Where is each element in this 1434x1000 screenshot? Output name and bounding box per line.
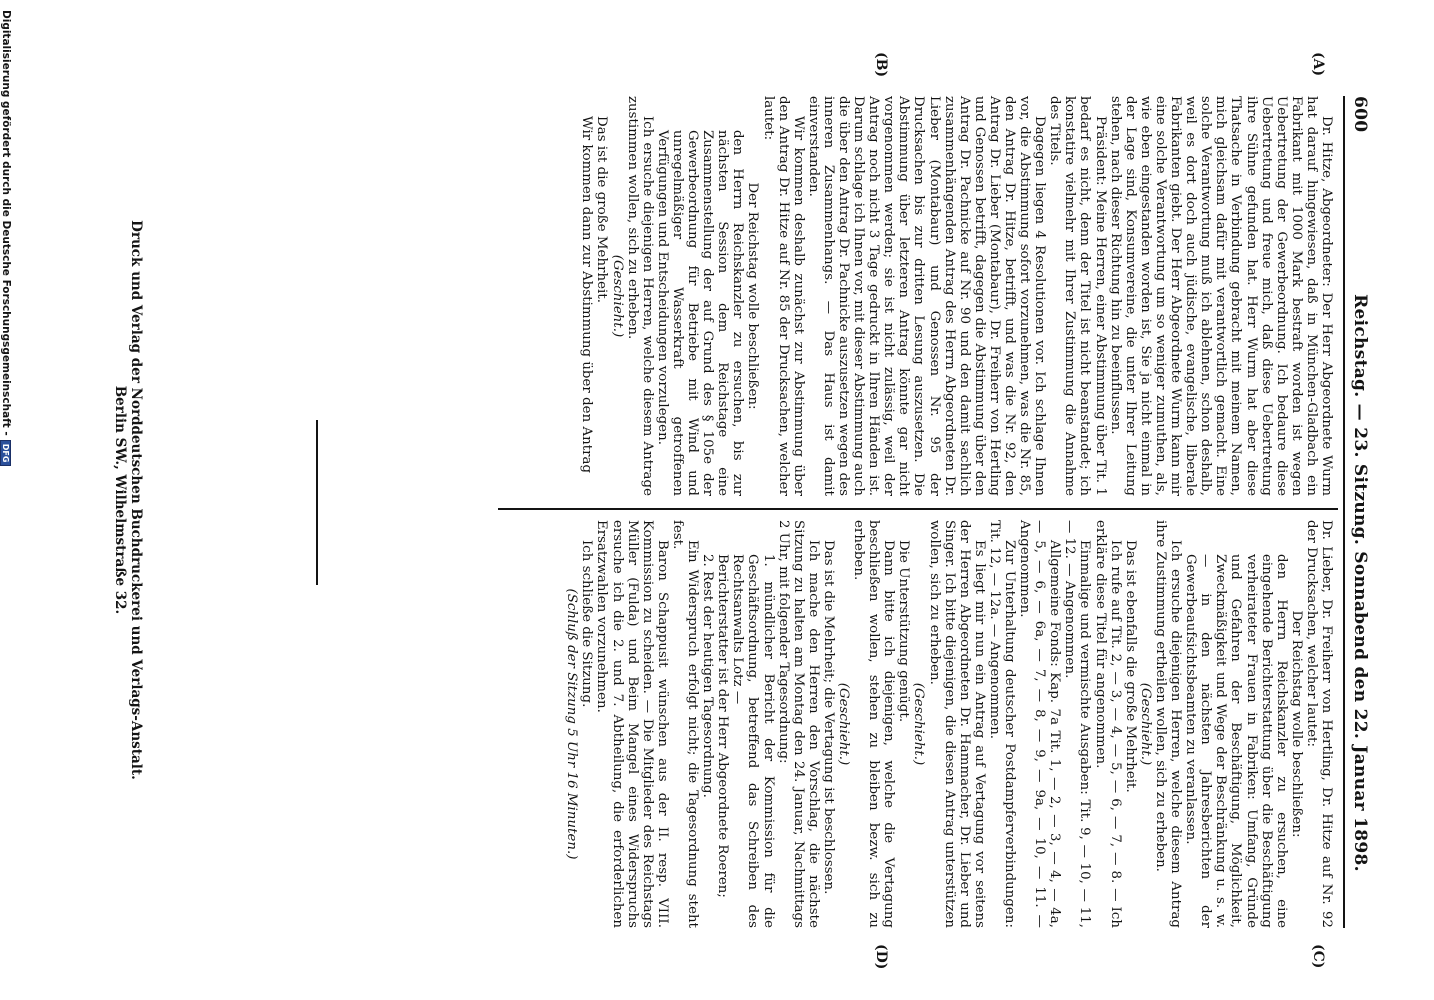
margin-mark-b: (B): [873, 52, 889, 78]
right-paragraph: Ich rufe auf Tit. 2, — 3, — 4, — 5, — 6, — 7, — 8. — Ich erkläre diese Titel für angenommen.: [1092, 520, 1123, 928]
left-paragraph: Wir kommen deshalb zunächst zur Abstimmung über den Antrag Dr. Hitze auf Nr. 85 der Drucksachen, welcher lautet:: [760, 96, 806, 496]
imprint-line2: Berlin SW., Wilhelmstraße 32.: [112, 385, 128, 615]
left-paragraph: Wir kommen dann zur Abstimmung über den Antrag: [579, 116, 595, 474]
right-paragraph: Zur Unterhaltung deutscher Postdampferverbindungen: Tit. 12, — 12a. — Angenommen.: [986, 520, 1018, 928]
running-title: Reichstag. — 23. Sitzung. Sonnabend den 22. Januar 1898.: [1350, 294, 1370, 872]
imprint: [112, 190, 144, 810]
right-paragraph: Der Reichstag wolle beschließen:: [1288, 610, 1304, 838]
right-paragraph: Ich mache den Herren den Vorschlag, die nächste Sitzung zu halten am Montag den 24. Januar, Nachmittags 2 Uhr, mit folgender Tagesordnung:: [775, 520, 821, 928]
left-paragraph: (Geschieht.): [609, 254, 625, 338]
right-paragraph: Dr. Lieber, Dr. Freiherr von Hertling, Dr. Hitze auf Nr. 92 der Drucksachen, welcher lautet:: [1303, 520, 1334, 928]
right-paragraph: 1. mündlicher Bericht der Kommission für die Geschäftsordnung, betreffend das Schreiben des Rechtsanwalts Lotz —: [730, 554, 776, 928]
right-paragraph: Einmalige und vermischte Ausgaben: Tit. 9, — 10, — 11, — 12. — Angenommen.: [1062, 520, 1093, 928]
digitization-note: [0, 10, 12, 466]
margin-mark-a: (A): [1310, 52, 1326, 77]
left-paragraph: Das ist die große Mehrheit.: [594, 116, 610, 304]
column-divider: [498, 508, 1338, 510]
header-rule: [1343, 96, 1345, 928]
right-paragraph: Baron Schappusit wünschen aus der II. resp. VIII. Kommission zu scheiden. — Die Mitglieder des Reichstags Müller (Fulda) und Beim Mangel eines Widerspruchs ersuche ich die 2. und 7. Abtheilung, die erforderlichen Ersatzwahlen vorzunehmen.: [594, 520, 670, 928]
left-paragraph: Präsident: Meine Herren, einer Abstimmung über Tit. 1 bedarf es nicht, denn der Titel ist nicht beanstandet; ich konstatire vielmehr mit Ihrer Zustimmung die Annahme des Titels.: [1047, 96, 1108, 496]
left-paragraph: Der Reichstag wolle beschließen:: [745, 182, 761, 410]
right-paragraph: Die Unterstützung genügt.: [896, 540, 912, 723]
left-paragraph: Ich ersuche diejenigen Herren, welche diesem Antrage zustimmen wollen, sich zu erheben.: [624, 96, 655, 496]
margin-mark-d: (D): [873, 944, 889, 970]
right-paragraph: (Geschieht.): [1137, 682, 1153, 766]
dfg-logo: DFG: [0, 440, 11, 467]
left-paragraph: Dagegen liegen 4 Resolutionen vor. Ich schlage Ihnen vor, die Abstimmung sofort vorzunehmen, was die Nr. 85, den Antrag Dr. Hitze, betrifft, und was die Nr. 92, den Antrag Dr. Lieber (Montabaur), Dr. Freiherr von Hertling und Genossen betrifft, dagegen die Abstimmung über den Antrag Dr. Pachnicke auf Nr. 90 und den damit sachlich zusammenhängenden Antrag des Herrn Abgeordneten Dr. Lieber (Montabaur) und Genossen Nr. 95 der Drucksachen bis zur dritten Lesung auszusetzen. Die Abstimmung über letzteren Antrag könnte gar nicht vorgenommen werden; sie ist nicht zulässig, weil der Antrag noch nicht 3 Tage gedruckt in Ihren Händen ist. Darum schlage ich Ihnen vor, mit dieser Abstimmung auch die über den Antrag Dr. Pachnicke auszusetzen wegen des inneren Zusammenhangs. — Das Haus ist damit einverstanden.: [805, 96, 1048, 496]
end-rule: [316, 420, 318, 585]
right-paragraph: (Schluß der Sitzung 5 Uhr 16 Minuten.): [564, 588, 580, 860]
right-paragraph: Ich schließe die Sitzung.: [579, 540, 595, 708]
page-number: 600: [1350, 96, 1370, 133]
left-paragraph: den Herrn Reichskanzler zu ersuchen, bis zur nächsten Session dem Reichstage eine Zusammenstellung der auf Grund des § 105e der Gewerbeordnung für Betriebe mit Wind und unregelmäßiger Wasserkraft getroffenen Verfügungen und Entscheidungen vorzulegen.: [654, 130, 746, 496]
right-paragraph: Ich ersuche diejenigen Herren, welche diesem Antrag ihre Zustimmung ertheilen wollen, sich zu erheben.: [1152, 520, 1184, 928]
right-paragraph: Das ist ebenfalls die große Mehrheit.: [1122, 540, 1138, 793]
margin-mark-c: (C): [1310, 944, 1326, 969]
right-column: [564, 520, 1334, 928]
right-paragraph: Berichterstatter ist der Herr Abgeordnete Roeren;: [715, 554, 731, 898]
left-column: [579, 96, 1334, 496]
digitization-text: Digitalisierung gefördert durch die Deutsche Forschungsgemeinschaft -: [0, 10, 12, 436]
right-paragraph: 2. Rest der heutigen Tagesordnung.: [700, 554, 716, 798]
right-paragraph: Allgemeine Fonds: Kap. 7a Tit. 1, — 2, — 3, — 4, — 4a, — 5, — 6, — 6a, — 7, — 8, — 9, — 9a, — 10, — 11. — Angenommen.: [1017, 520, 1063, 928]
right-paragraph: (Geschieht.): [836, 682, 851, 766]
right-paragraph: Dann bitte ich diejenigen, welche die Vertagung beschließen wollen, stehen zu bleiben bezw. sich zu erheben.: [851, 520, 897, 928]
right-paragraph: Das ist die Mehrheit; die Vertagung ist beschlossen.: [820, 540, 836, 895]
right-paragraph: den Herrn Reichskanzler zu ersuchen, eine eingehende Berichterstattung über die Beschäftigung verheirateter Frauen in Fabriken: Umfang, Gründe und Gefahren der Beschäftigung, Möglichkeit, Zweckmäßigkeit und Wege der Beschränkung u. s. w. — in den nächsten Jahresberichten der Gewerbeaufsichtsbeamten zu veranlassen.: [1183, 554, 1289, 928]
imprint-line1: Druck und Verlag der Norddeutschen Buchdruckerei und Verlags-Anstalt.: [128, 220, 144, 780]
right-paragraph: Es liegt mir nun ein Antrag auf Vertagung vor seitens der Herren Abgeordneten Dr. Hammacher, Dr. Lieber und Singer. Ich bitte diejenigen, die diesen Antrag unterstützen wollen, sich zu erheben.: [926, 520, 987, 928]
left-paragraph: Dr. Hitze, Abgeordneter: Der Herr Abgeordnete Wurm hat darauf hingewiesen, daß in München-Gladbach ein Fabrikant mit 1000 Mark bestraft worden ist wegen Uebertretung der Gewerbeordnung. Ich bedaure diese Uebertretung und freue mich, daß diese Uebertretung ihre Sühne gefunden hat. Herr Wurm hat aber diese Thatsache in Verbindung gebracht mit meinem Namen, mich gleichsam dafür mit verantwortlich gemacht. Eine solche Verantwortung muß ich ablehnen, schon deshalb, weil es dort doch auch jüdische, evangelische, liberale Fabrikanten giebt. Der Herr Abgeordnete Wurm kann mir eine solche Verantwortung um so weniger zumuthen, als, wie eben eingestanden worden ist, Sie ja nicht einmal in der Lage sind, Konsumvereine, die unter Ihrer Leitung stehen, nach dieser Richtung hin zu beeinflussen.: [1107, 96, 1334, 496]
right-paragraph: (Geschieht.): [911, 682, 927, 766]
right-paragraph: Ein Widerspruch erfolgt nicht; die Tagesordnung steht fest.: [669, 520, 701, 928]
